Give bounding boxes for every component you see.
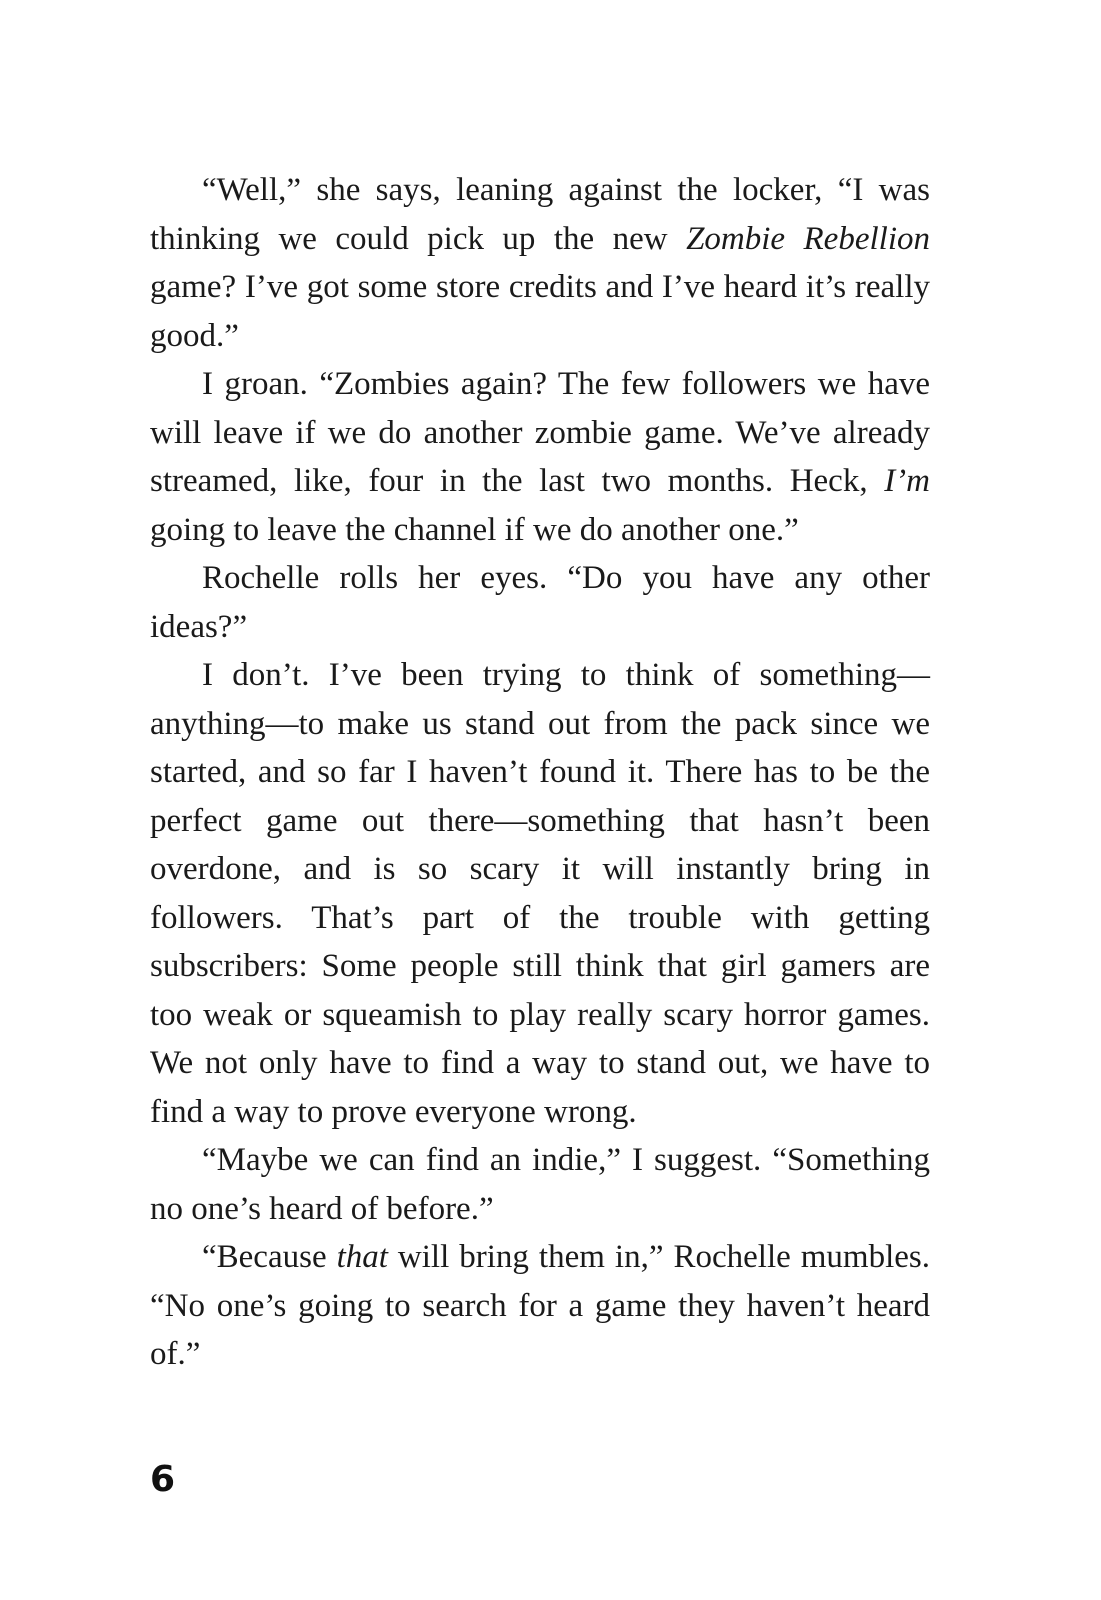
page-number: 6	[150, 1459, 176, 1500]
italic-emphasis: I’m	[884, 463, 930, 499]
paragraph-text: game? I’ve got some store credits and I’ve heard it’s really good.”	[150, 269, 930, 354]
paragraph-1	[150, 166, 930, 360]
paragraph-text: I groan. “Zombies again? The few followers we have will leave if we do another zombie game. We’ve already streamed, like, four in the last two months. Heck,	[150, 366, 930, 499]
paragraph-6	[150, 1233, 930, 1379]
paragraph-text: Rochelle rolls her eyes. “Do you have any other ideas?”	[150, 560, 930, 645]
italic-title: Zombie Rebellion	[686, 220, 930, 257]
paragraph-3	[150, 554, 930, 651]
paragraph-text: going to leave the channel if we do another one.”	[150, 511, 799, 548]
paragraph-5	[150, 1136, 930, 1233]
paragraph-2	[150, 360, 930, 554]
paragraph-text: I don’t. I’ve been trying to think of something—anything—to make us stand out from the pack since we started, and so far I haven’t found it. There has to be the perfect game out there—something that hasn’t been overdone, and is so scary it will instantly bring in followers. That’s part of the trouble with getting subscribers: Some people still think that girl gamers are too weak or squeamish to play really scary horror games. We not only have to find a way to stand out, we have to find a way to prove everyone wrong.	[150, 657, 930, 1130]
paragraph-text: “Well,” she says, leaning against the locker, “I was thinking we could pick up the new	[150, 172, 930, 257]
italic-emphasis: that	[336, 1239, 388, 1275]
paragraph-4	[150, 651, 930, 1136]
paragraph-text: “Maybe we can find an indie,” I suggest. “Something no one’s heard of before.”	[150, 1142, 930, 1227]
paragraph-text: will bring them in,” Rochelle mumbles. “No one’s going to search for a game they haven’t heard of.”	[150, 1239, 931, 1372]
body-text	[150, 166, 930, 1379]
paragraph-text: “Because	[202, 1239, 337, 1275]
